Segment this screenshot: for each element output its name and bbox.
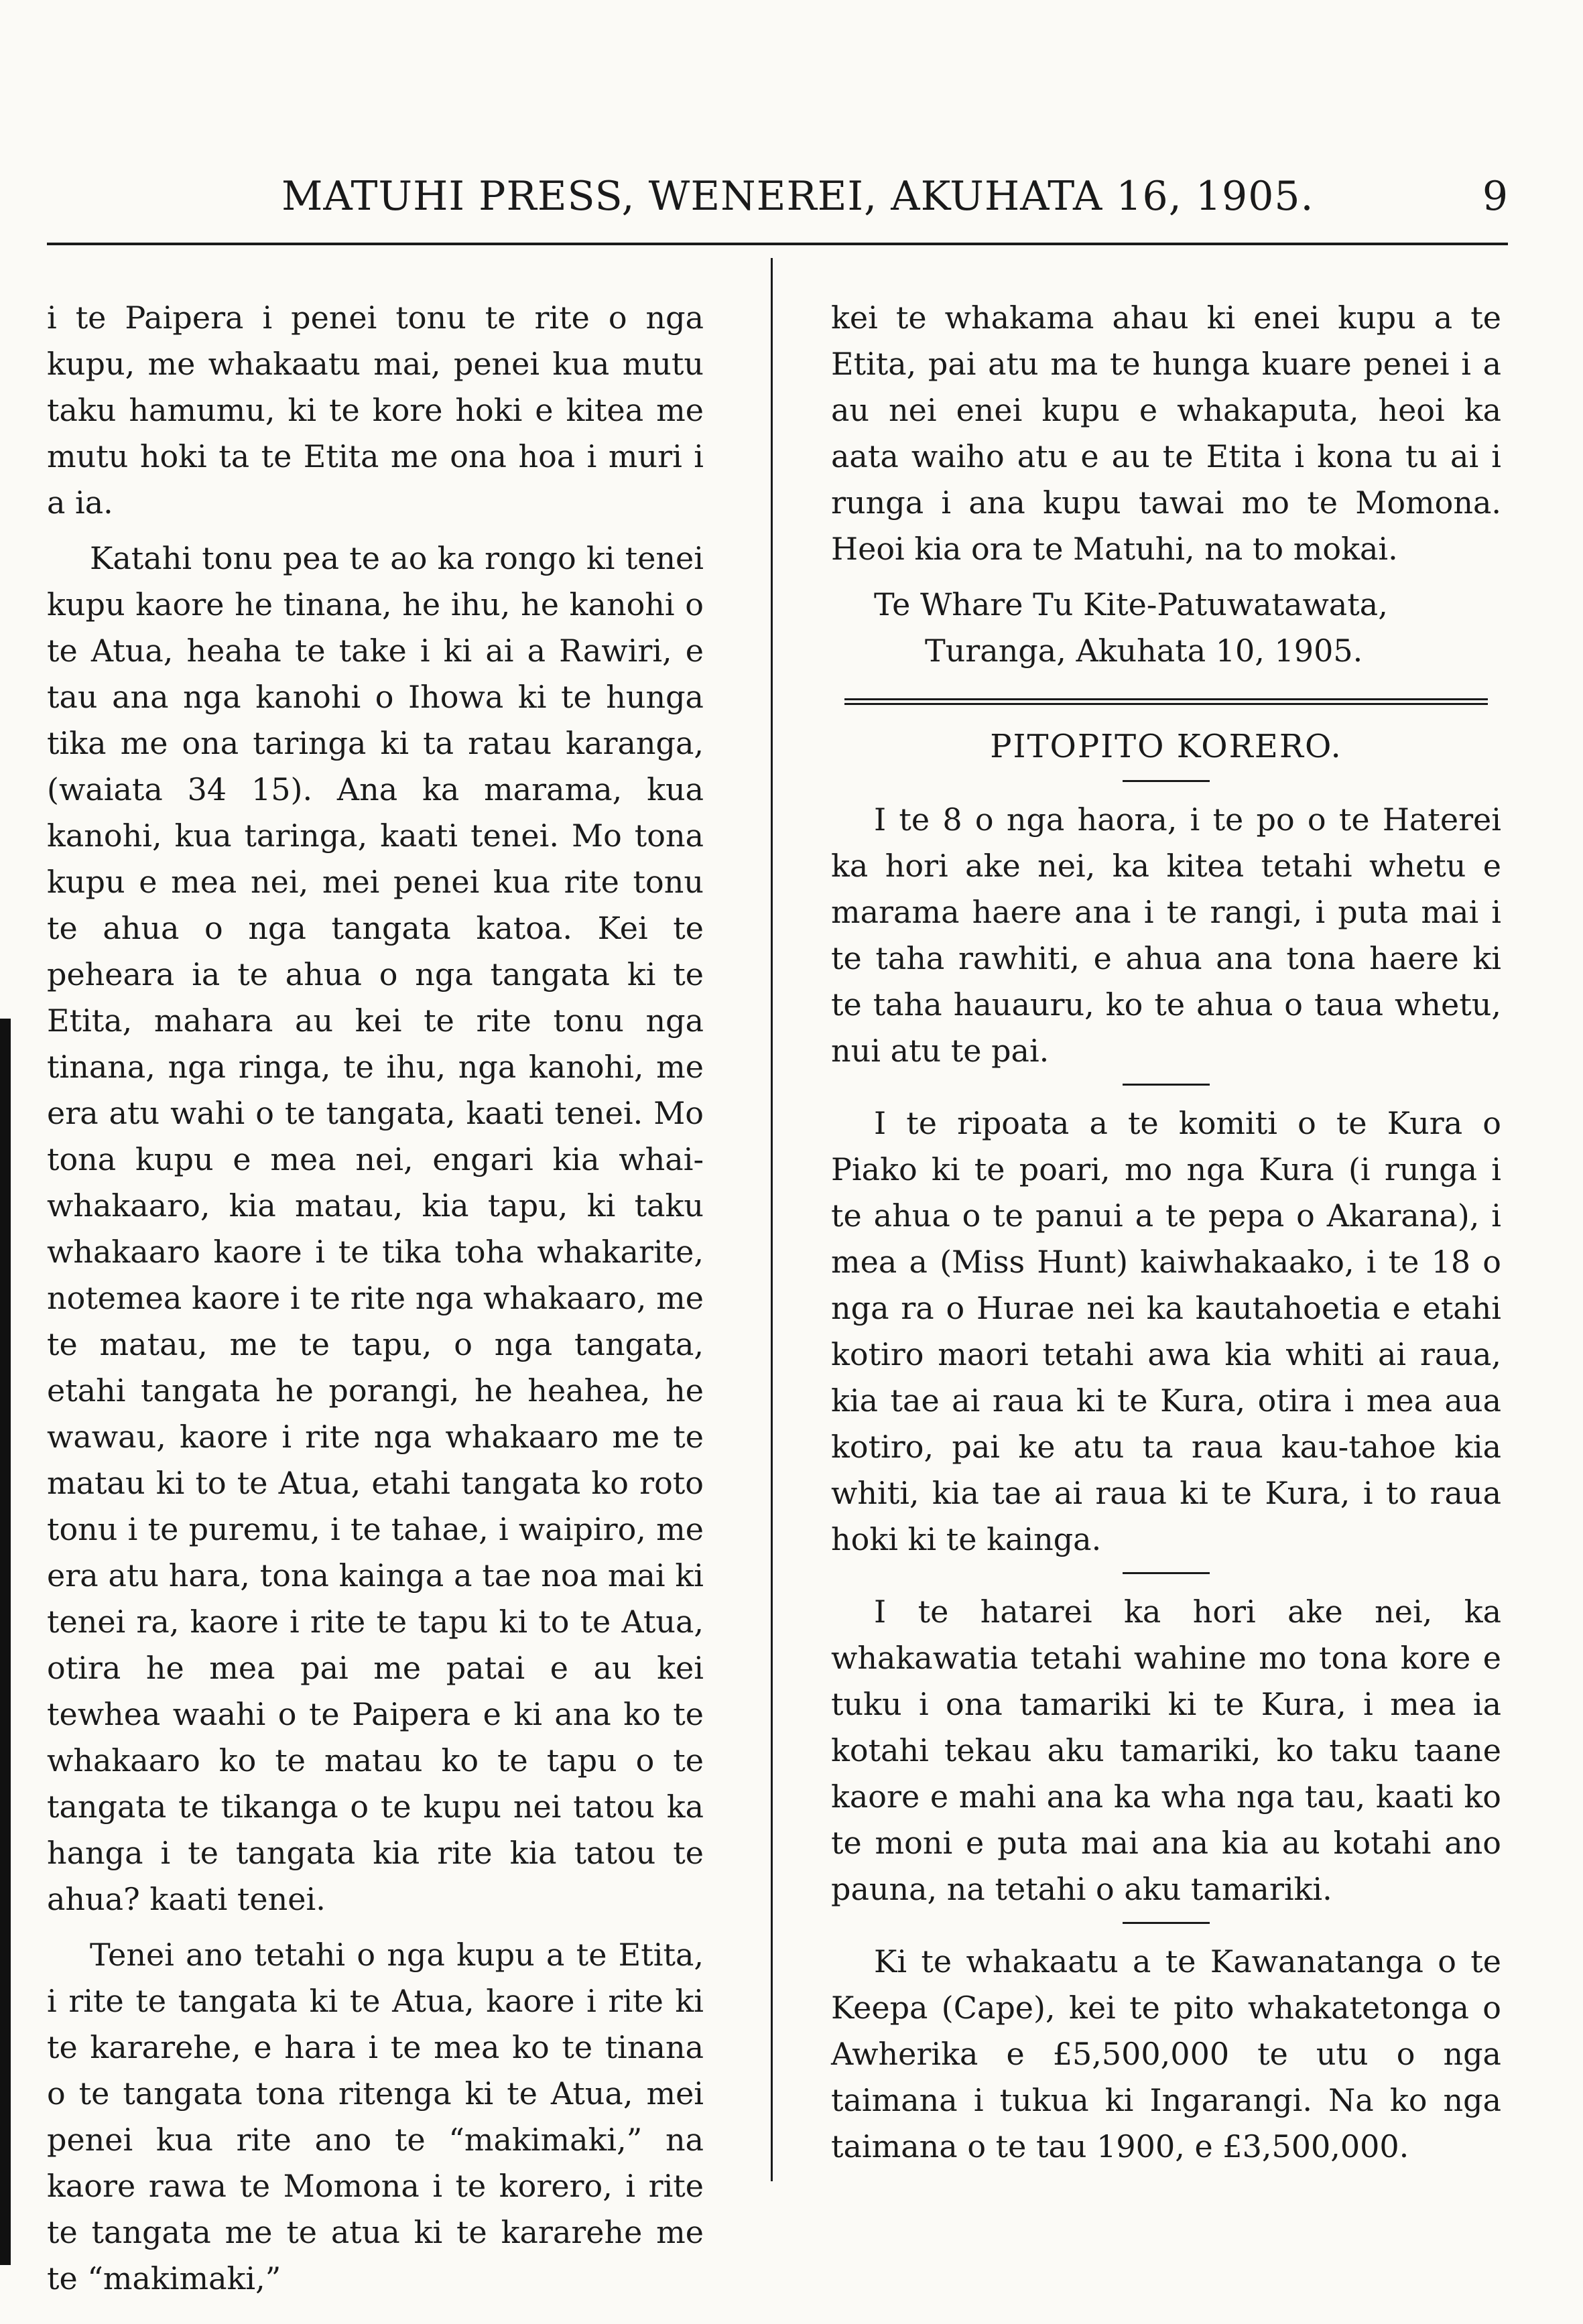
news-item-4: Ki te whakaatu a te Kawanatanga o te Keepa (Cape), kei te pito whakatetonga o Awherika e £5,500,000 te utu o nga taimana i tukua ki Ingarangi. Na ko nga taimana o te tau 1900, e £3,500,000.	[831, 1943, 1501, 2165]
short-rule	[1123, 1084, 1210, 1086]
section-double-rule	[844, 698, 1488, 705]
right-intro-paragraph: kei te whakama ahau ki enei kupu a te Etita, pai atu ma te hunga kuare penei i a au nei enei kupu e whakaputa, heoi ka aata waiho atu e au te Etita i kona tu ai i runga i ana kupu tawai mo te Momona. Heoi kia ora te Matuhi, na to mokai.	[831, 300, 1501, 567]
header-rule	[47, 243, 1508, 245]
scan-margin-shadow	[0, 1019, 11, 2265]
signature-line-2: Turanga, Akuhata 10, 1905.	[925, 633, 1363, 669]
right-column	[831, 295, 1501, 2179]
news-item-2: I te ripoata a te komiti o te Kura o Piako ki te poari, mo nga Kura (i runga i te ahua o te panui a te pepa o Akarana), i mea a (Miss Hunt) kaiwhakaako, i te 18 o nga ra o Hurae nei ka kautahoetia e etahi kotiro maori tetahi awa kia whiti ai raua, kia tae ai raua ki te Kura, otira i mea aua kotiro, pai ke atu ta raua kau-tahoe kia whiti, kia tae ai raua ki te Kura, i to raua hoki ki te kainga.	[831, 1105, 1501, 1557]
left-paragraph-1: i te Paipera i penei tonu te rite o nga kupu, me whakaatu mai, penei kua mutu taku hamumu, ki te kore hoki e kitea me mutu hoki ta te Etita me ona hoa i muri i a ia.	[47, 300, 704, 521]
short-rule	[1123, 1572, 1210, 1574]
signature-line-1: Te Whare Tu Kite-Patuwatawata,	[874, 586, 1388, 623]
short-rule	[1123, 1922, 1210, 1924]
short-rule	[1123, 780, 1210, 782]
left-paragraph-2: Katahi tonu pea te ao ka rongo ki tenei kupu kaore he tinana, he ihu, he kanohi o te Atua, heaha te take i ki ai a Rawiri, e tau ana nga kanohi o Ihowa ki te hunga tika me ona taringa ki ta ratau karanga, (waiata 34 15). Ana ka marama, kua kanohi, kua taringa, kaati tenei. Mo tona kupu e mea nei, mei penei kua rite tonu te ahua o nga tangata katoa. Kei te peheara ia te ahua o nga tangata ki te Etita, mahara au kei te rite tonu nga tinana, nga ringa, te ihu, nga kanohi, me era atu wahi o te tangata, kaati tenei. Mo tona kupu e mea nei, engari kia whai-whakaaro, kia matau, kia tapu, ki taku whakaaro kaore i te tika toha whakarite, notemea kaore i te rite nga whakaaro, me te matau, me te tapu, o nga tangata, etahi tangata he porangi, he heahea, he wawau, kaore i rite nga whakaaro me te matau ki to te Atua, etahi tangata ko roto tonu i te puremu, i te tahae, i waipiro, me era atu hara, tona kainga a tae noa mai ki tenei ra, kaore i rite te tapu ki to te Atua, otira he mea pai me patai e au kei tewhea waahi o te Paipera e ki ana ko te whakaaro ko te matau ko te tapu o te tangata te tikanga o te kupu nei tatou ka hanga i te tangata kia rite kia tatou te ahua? kaati tenei.	[47, 540, 704, 1917]
left-column	[47, 295, 704, 2311]
news-item-3: I te hatarei ka hori ake nei, ka whakawatia tetahi wahine mo tona kore e tuku i ona tamariki ki te Kura, i mea ia kotahi tekau aku tamariki, ko taku taane kaore e mahi ana ka wha nga tau, kaati ko te moni e puta mai ana kia au kotahi ano pauna, na tetahi o aku tamariki.	[831, 1594, 1501, 1907]
news-item-1: I te 8 o nga haora, i te po o te Haterei ka hori ake nei, ka kitea tetahi whetu e marama haere ana i te rangi, i puta mai i te taha rawhiti, e ahua ana tona haere ki te taha hauauru, ko te ahua o taua whetu, nui atu te pai.	[831, 801, 1501, 1069]
section-title: PITOPITO KORERO.	[990, 728, 1342, 765]
column-divider	[771, 258, 773, 2181]
letter-signature	[831, 582, 1501, 674]
left-paragraph-3: Tenei ano tetahi o nga kupu a te Etita, i rite te tangata ki te Atua, kaore i rite ki te kararehe, e hara i te mea ko te tinana o te tangata tona ritenga ki te Atua, mei penei kua rite ano te “makimaki,” na kaore rawa te Momona i te korero, i rite te tangata me te atua ki te kararehe me te “makimaki,”	[47, 1937, 704, 2297]
newspaper-header-title: MATUHI PRESS, WENEREI, AKUHATA 16, 1905.	[281, 173, 1314, 220]
page-header	[47, 173, 1508, 227]
page-number: 9	[1482, 173, 1508, 220]
